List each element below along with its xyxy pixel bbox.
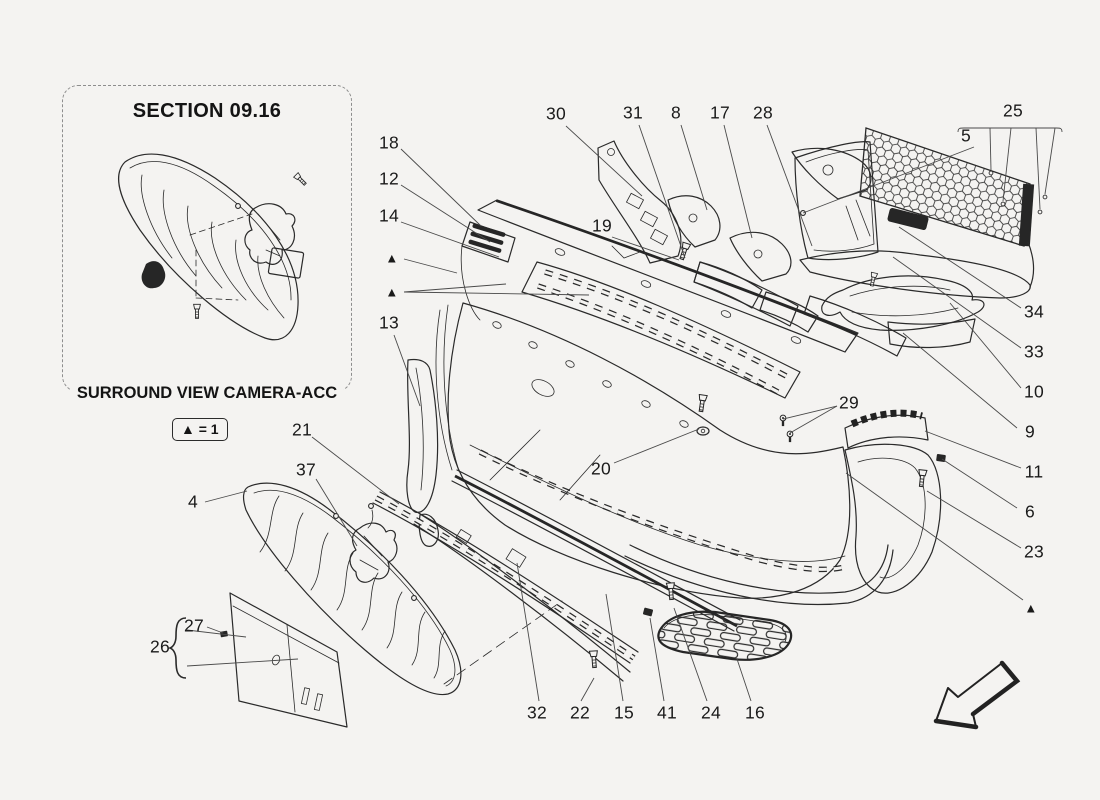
callout-34: 34 [1023, 301, 1045, 322]
callout-15: 15 [613, 702, 635, 723]
camera-bracket [350, 504, 397, 583]
callout-37: 37 [295, 459, 317, 480]
callout-14: 14 [378, 205, 400, 226]
callout-16: 16 [744, 702, 766, 723]
side-blade [407, 359, 439, 546]
section-caption: SURROUND VIEW CAMERA-ACC [70, 384, 344, 403]
section-callout-box [62, 85, 352, 402]
direction-arrow-icon [936, 663, 1017, 727]
callout-18: 18 [378, 132, 400, 153]
callout-11: 11 [1024, 461, 1044, 482]
callout-5: 5 [960, 125, 972, 146]
callout-32: 32 [526, 702, 548, 723]
callout-41: 41 [656, 702, 678, 723]
callout-triangle-b: ▲ [385, 284, 399, 300]
callout-6: 6 [1024, 501, 1036, 522]
callout-10: 10 [1023, 381, 1045, 402]
callout-33: 33 [1023, 341, 1045, 362]
callout-23: 23 [1023, 541, 1045, 562]
legend-text: ▲ = 1 [181, 421, 219, 437]
section-title: SECTION 09.16 [132, 100, 282, 122]
callout-8: 8 [670, 102, 682, 123]
callout-20: 20 [590, 458, 612, 479]
callout-19: 19 [591, 215, 613, 236]
callout-27: 27 [183, 615, 205, 636]
callout-4: 4 [187, 491, 199, 512]
side-bracket [845, 413, 928, 448]
bumper-fascia [436, 303, 893, 604]
callout-28: 28 [752, 102, 774, 123]
callout-9: 9 [1024, 421, 1036, 442]
bumper-corner [845, 444, 941, 593]
callout-12: 12 [378, 168, 400, 189]
callout-24: 24 [700, 702, 722, 723]
callout-26: 26 [149, 636, 171, 657]
legend-box [172, 418, 228, 441]
callout-30: 30 [545, 103, 567, 124]
callout-13: 13 [378, 312, 400, 333]
callout-22: 22 [569, 702, 591, 723]
callout-21: 21 [291, 419, 313, 440]
callout-25: 25 [1002, 100, 1024, 121]
callout-17: 17 [709, 102, 731, 123]
callout-triangle-c: ▲ [1024, 600, 1038, 616]
callout-29: 29 [838, 392, 860, 413]
callout-triangle-a: ▲ [385, 250, 399, 266]
callout-31: 31 [622, 102, 644, 123]
upper-brackets [598, 141, 871, 332]
